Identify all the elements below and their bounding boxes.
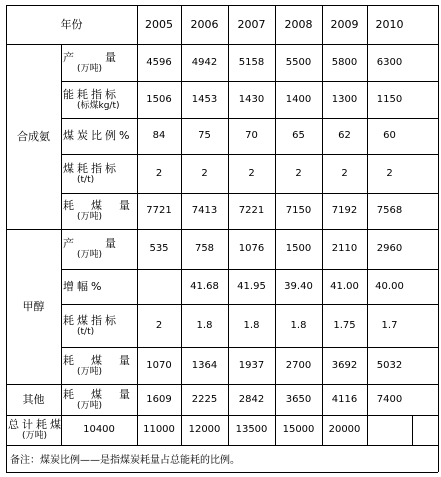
data-cell: 535	[149, 243, 169, 254]
header-year-2006: 2006	[190, 17, 219, 31]
row-label	[61, 81, 137, 118]
data-cell: 3650	[285, 393, 312, 405]
row-label-main: 产 量	[63, 50, 119, 64]
data-cell: 7400	[376, 393, 403, 405]
data-cell: 1609	[146, 393, 172, 405]
data-cell: 5158	[238, 56, 265, 68]
data-cell: 1.8	[196, 319, 213, 331]
data-cell: 41.95	[237, 280, 266, 292]
data-cell: 2	[341, 167, 348, 179]
row-label-unit: (万吨)	[77, 212, 103, 223]
data-cell: 1070	[146, 359, 172, 371]
total-cell: 11000	[143, 424, 175, 435]
data-cell: 1.7	[381, 319, 398, 331]
grid-line	[61, 269, 438, 270]
grid-line	[228, 415, 229, 445]
data-cell: 2	[248, 167, 255, 179]
grid-line	[137, 5, 138, 415]
row-label-main: 产 量	[63, 237, 119, 250]
data-cell: 4942	[191, 56, 218, 68]
data-cell: 1364	[191, 359, 218, 371]
row-label	[61, 304, 137, 347]
data-cell: 1150	[376, 93, 403, 105]
data-cell: 1500	[285, 243, 312, 254]
row-label	[61, 193, 137, 229]
grid-line	[6, 44, 438, 45]
total-cell: 20000	[328, 424, 361, 435]
data-cell: 2225	[191, 393, 218, 405]
row-label	[61, 154, 137, 193]
grid-line	[61, 154, 438, 155]
row-label-unit: (万吨)	[77, 366, 103, 377]
data-cell: 5500	[285, 56, 312, 68]
data-cell: 84	[152, 130, 166, 141]
row-label-main: 增幅%	[63, 279, 105, 293]
data-cell: 1400	[285, 93, 312, 105]
grid-line	[438, 5, 439, 472]
grid-line	[61, 347, 438, 348]
data-cell: 4116	[331, 393, 358, 405]
data-cell: 65	[292, 130, 305, 141]
data-cell: 7413	[191, 205, 218, 216]
total-cell: 10400	[83, 424, 115, 435]
data-cell: 2960	[376, 243, 403, 254]
data-cell: 5032	[376, 359, 403, 371]
grid-line	[322, 5, 323, 415]
row-label-main: 煤炭比例%	[63, 129, 133, 143]
data-cell: 758	[194, 243, 215, 254]
data-cell: 62	[338, 130, 351, 141]
grid-line	[322, 415, 323, 445]
data-cell: 2842	[238, 393, 265, 405]
grid-line	[61, 118, 438, 119]
data-cell: 5800	[331, 56, 358, 68]
grid-line	[181, 415, 182, 445]
header-year-2009: 2009	[330, 17, 359, 31]
header-year-2008: 2008	[284, 17, 313, 31]
data-cell: 1.8	[290, 319, 307, 331]
row-label-unit: (t/t)	[77, 326, 95, 337]
data-cell: 1453	[191, 93, 218, 105]
grid-line	[137, 415, 138, 445]
grid-line	[367, 5, 368, 415]
grid-line	[275, 415, 276, 445]
data-cell: 1430	[238, 93, 265, 105]
data-cell: 7721	[146, 205, 172, 216]
row-label	[61, 44, 137, 81]
grid-line	[275, 5, 276, 415]
row-label-main: 煤耗指标	[63, 161, 119, 175]
row-label	[61, 118, 137, 154]
total-cell: 13500	[235, 424, 268, 435]
header-year-2010: 2010	[375, 17, 404, 31]
data-cell: 7221	[238, 205, 265, 216]
data-cell: 2700	[285, 359, 312, 371]
grid-line	[6, 472, 438, 473]
row-label-main: 总计耗煤	[8, 418, 64, 431]
group-name: 其他	[22, 392, 45, 406]
data-cell: 1.75	[333, 319, 356, 331]
grid-line	[61, 44, 62, 415]
grid-line	[61, 415, 62, 445]
grid-line	[228, 5, 229, 415]
row-label	[61, 269, 137, 304]
row-label-unit: (万吨)	[77, 400, 103, 411]
row-label	[61, 347, 137, 384]
data-cell: 6300	[376, 56, 403, 68]
group-name: 甲醇	[22, 299, 45, 313]
grid-line	[6, 415, 438, 416]
header-year-label: 年份	[60, 17, 83, 31]
data-cell: 2	[295, 167, 302, 179]
data-cell: 2	[386, 167, 393, 179]
data-cell: 1076	[238, 243, 265, 254]
row-label-main: 耗煤指标	[63, 313, 119, 327]
data-cell: 2	[201, 167, 208, 179]
data-cell: 2	[155, 167, 163, 179]
header-year-2007: 2007	[237, 17, 266, 31]
grid-line	[6, 229, 438, 230]
grid-line	[6, 5, 7, 472]
row-label-unit: (标煤kg/t)	[77, 100, 120, 111]
total-cell: 12000	[188, 424, 221, 435]
data-cell: 4596	[146, 56, 172, 68]
grid-line	[181, 5, 182, 415]
data-cell: 7192	[331, 205, 358, 216]
row-label-main: 耗 煤 量	[63, 387, 133, 401]
grid-line	[412, 415, 413, 445]
grid-line	[61, 81, 438, 82]
row-label-unit: (万吨)	[22, 431, 48, 442]
group-name: 合成氨	[17, 129, 50, 143]
row-label-unit: (万吨)	[77, 63, 103, 74]
data-cell: 41.68	[190, 280, 219, 292]
row-label-main: 能耗指标	[63, 87, 119, 101]
data-cell: 1.8	[243, 319, 260, 331]
grid-line	[6, 5, 438, 6]
total-cell: 15000	[282, 424, 315, 435]
row-label-main: 耗 煤 量	[63, 353, 133, 367]
row-label	[61, 384, 137, 415]
data-cell: 1506	[146, 93, 172, 105]
total-label	[6, 415, 64, 445]
row-label-main: 耗 煤 量	[63, 199, 133, 212]
total-cell	[367, 415, 412, 445]
data-cell: 2	[155, 319, 163, 331]
table-note: 备注：煤炭比例——是指煤炭耗量占总能耗的比例。	[10, 455, 240, 466]
row-label	[61, 229, 137, 269]
grid-line	[61, 304, 438, 305]
coal-consumption-table	[6, 5, 438, 472]
data-cell: 75	[198, 130, 211, 141]
row-label-unit: (万吨)	[77, 250, 103, 261]
header-year-2005: 2005	[145, 17, 173, 31]
grid-line	[61, 193, 438, 194]
row-label-unit: (t/t)	[77, 174, 95, 185]
data-cell: 39.40	[284, 280, 313, 292]
data-cell	[137, 269, 181, 304]
data-cell: 1937	[238, 359, 265, 371]
grid-line	[6, 445, 438, 446]
data-cell: 1300	[331, 93, 358, 105]
data-cell: 7150	[285, 205, 312, 216]
grid-line	[6, 384, 438, 385]
grid-line	[367, 415, 368, 445]
data-cell: 2110	[331, 243, 358, 254]
data-cell: 3692	[331, 359, 358, 371]
data-cell: 40.00	[375, 280, 404, 292]
data-cell: 41.00	[330, 280, 359, 292]
data-cell: 60	[383, 130, 396, 141]
data-cell: 7568	[376, 205, 403, 216]
data-cell: 70	[245, 130, 258, 141]
